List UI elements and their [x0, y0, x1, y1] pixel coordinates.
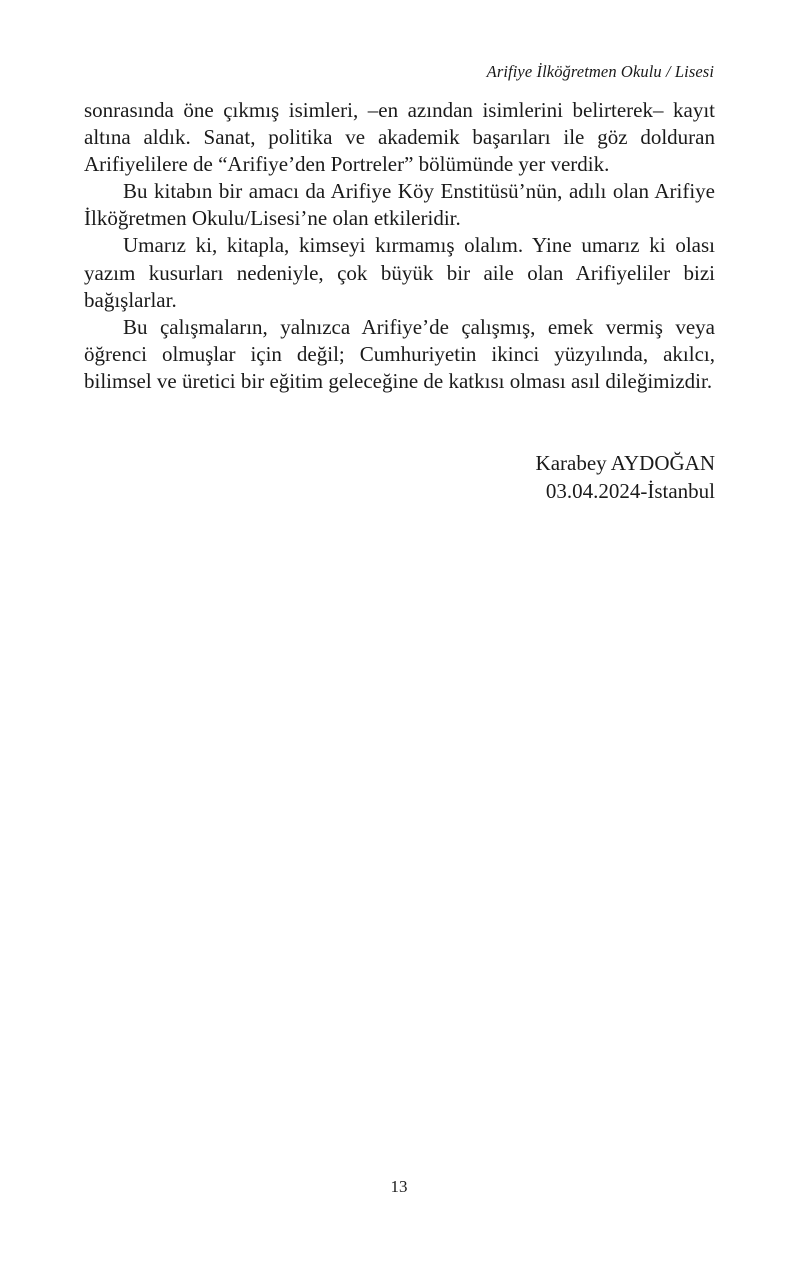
author-name: Karabey AYDOĞAN	[535, 451, 715, 475]
signature-block	[536, 449, 715, 505]
body-text	[84, 97, 715, 395]
date-place: 03.04.2024-İstanbul	[545, 479, 715, 503]
paragraph-continuation: sonrasında öne çıkmış isimleri, –en azından isimlerini belirterek– kayıt altına aldık. Sanat, politika ve akademik başarıları ile göz dolduran Arifiyelilere de “Arifiye’den Portreler” bölümünde yer verdik.	[84, 98, 715, 177]
paragraph: Bu çalışmaların, yalnızca Arifiye’de çalışmış, emek vermiş veya öğrenci olmuşlar için değil; Cumhuriyetin ikinci yüzyılında, akılcı, bilimsel ve üretici bir eğitim geleceğine de katkısı olması asıl dileğimizdir.	[84, 314, 715, 393]
paragraph: Bu kitabın bir amacı da Arifiye Köy Enstitüsü’nün, adılı olan Arifiye İlköğretmen Okulu/Lisesi’ne olan etkileridir.	[84, 179, 715, 231]
paragraph: Umarız ki, kitapla, kimseyi kırmamış olalım. Yine umarız ki olası yazım kusurları nedeniyle, çok büyük bir aile olan Arifiyeliler bizi bağışlarlar.	[84, 233, 715, 312]
page-number: 13	[390, 1177, 408, 1196]
running-header: Arifiye İlköğretmen Okulu / Lisesi	[486, 62, 714, 81]
